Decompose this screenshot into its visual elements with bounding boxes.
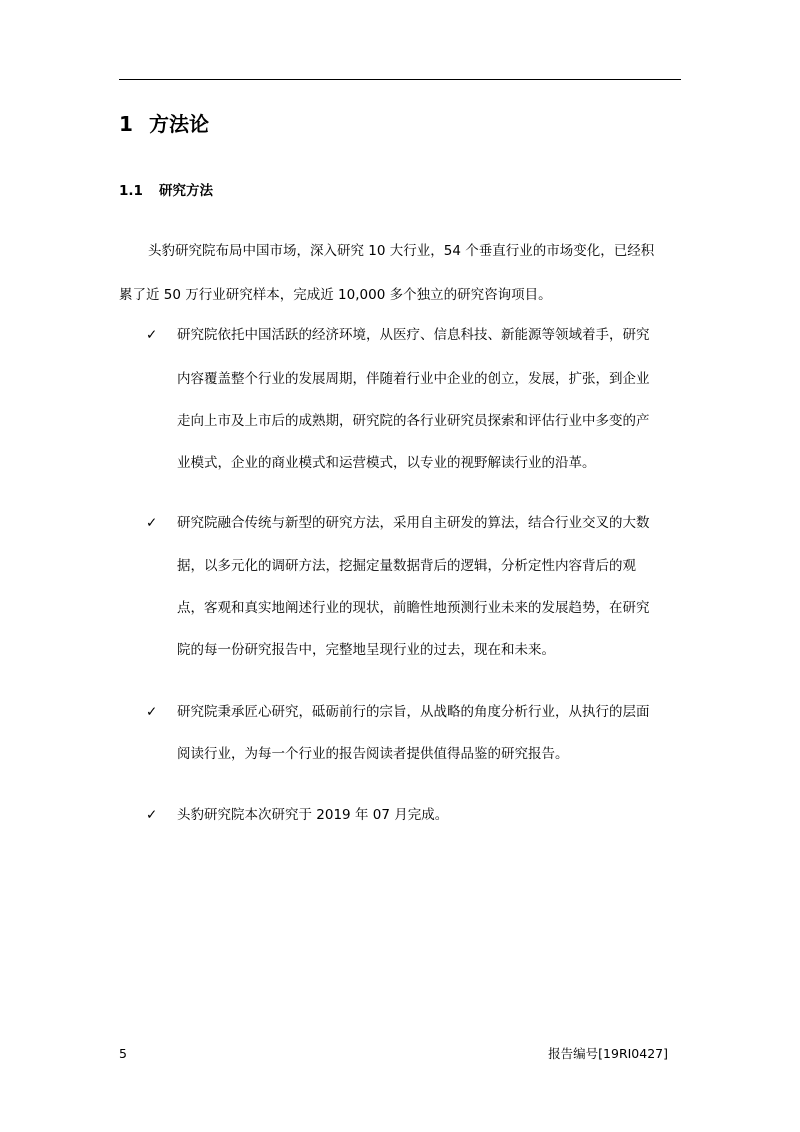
intro-line-1: 头豹研究院布局中国市场，深入研究 10 大行业，54 个垂直行业的市场变化，已经积 (148, 243, 655, 259)
section-heading (119, 110, 209, 138)
subsection-title: 研究方法 (159, 183, 213, 199)
bullet-3-line-2: 阅读行业，为每一个行业的报告阅读者提供值得品鉴的研究报告。 (177, 746, 569, 762)
bullet-1-line-3: 走向上市及上市后的成熟期，研究院的各行业研究员探索和评估行业中多变的产 (177, 413, 650, 429)
bullet-3-line-1: 研究院秉承匠心研究，砥砺前行的宗旨，从战略的角度分析行业，从执行的层面 (177, 704, 650, 720)
intro-line-2: 累了近 50 万行业研究样本，完成近 10,000 多个独立的研究咨询项目。 (119, 287, 552, 303)
check-icon: ✓ (146, 807, 158, 823)
section-title: 方法论 (149, 112, 209, 136)
bullet-2-line-2: 据，以多元化的调研方法，挖掘定量数据背后的逻辑，分析定性内容背后的观 (177, 558, 636, 574)
bullet-1-line-4: 业模式，企业的商业模式和运营模式，以专业的视野解读行业的沿革。 (177, 455, 596, 471)
page-number: 5 (119, 1046, 127, 1061)
check-icon: ✓ (146, 704, 158, 720)
report-id: 报告编号[19RI0427] (548, 1046, 668, 1061)
bullet-1-line-1: 研究院依托中国活跃的经济环境，从医疗、信息科技、新能源等领域着手，研究 (177, 327, 650, 343)
header-rule (119, 79, 681, 80)
bullet-2-line-1: 研究院融合传统与新型的研究方法，采用自主研发的算法，结合行业交叉的大数 (177, 515, 650, 531)
bullet-1-line-2: 内容覆盖整个行业的发展周期，伴随着行业中企业的创立，发展，扩张，到企业 (177, 371, 650, 387)
bullet-4-line-1: 头豹研究院本次研究于 2019 年 07 月完成。 (177, 807, 449, 823)
subsection-heading (119, 180, 213, 202)
bullet-2-line-3: 点，客观和真实地阐述行业的现状，前瞻性地预测行业未来的发展趋势，在研究 (177, 600, 650, 616)
check-icon: ✓ (146, 327, 158, 343)
section-number: 1 (119, 112, 133, 136)
bullet-2-line-4: 院的每一份研究报告中，完整地呈现行业的过去，现在和未来。 (177, 642, 555, 658)
subsection-number: 1.1 (119, 183, 143, 199)
check-icon: ✓ (146, 515, 158, 531)
